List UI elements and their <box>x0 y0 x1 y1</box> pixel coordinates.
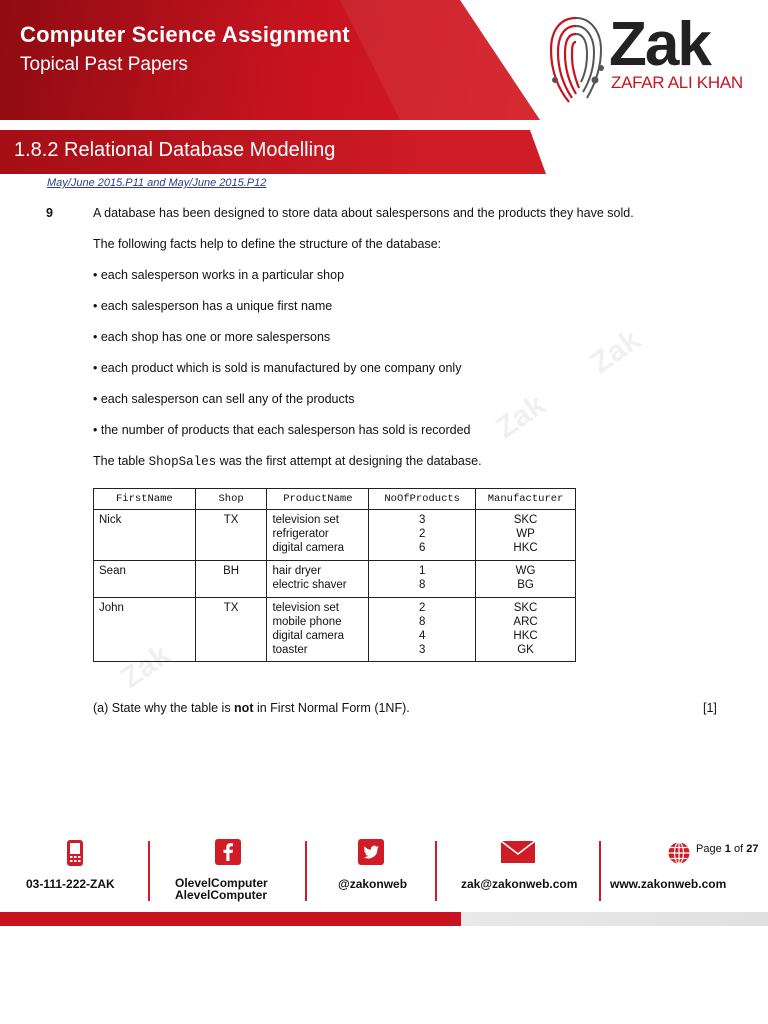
facebook-pages[interactable] <box>175 877 268 901</box>
product-count: 2 <box>418 602 426 614</box>
facebook-page-1: OlevelComputer <box>175 876 268 890</box>
product-count: 4 <box>418 630 426 642</box>
manufacturer: HKC <box>513 630 538 642</box>
facebook-icon <box>215 839 241 865</box>
section-title: 1.8.2 Relational Database Modelling <box>14 139 336 161</box>
logo-text: Zak <box>609 10 710 79</box>
cell-products <box>267 598 369 662</box>
question-intro: A database has been designed to store data about salespersons and the products they have sold. <box>93 206 634 220</box>
phone-number[interactable]: 03-111-222-ZAK <box>26 877 115 891</box>
product-count: 6 <box>418 542 426 554</box>
cell-shop: TX <box>195 598 267 662</box>
manufacturer: SKC <box>513 514 538 526</box>
product-name: mobile phone <box>272 616 342 628</box>
footer-phone[interactable] <box>0 825 150 910</box>
manufacturer: WP <box>516 528 535 540</box>
table-row <box>94 598 576 662</box>
footer-bottom-bar <box>0 912 768 926</box>
product-name: electric shaver <box>272 579 347 591</box>
mail-icon <box>500 839 536 865</box>
product-count: 8 <box>418 616 426 628</box>
column-header: Manufacturer <box>476 489 576 510</box>
page-header <box>0 0 768 120</box>
product-name: television set <box>272 514 339 526</box>
question-part-a <box>93 701 410 715</box>
cell-shop: BH <box>195 561 267 598</box>
manufacturer: WG <box>515 565 536 577</box>
table-header-row <box>94 489 576 510</box>
cell-firstname: Sean <box>94 561 196 598</box>
fact-item: • each salesperson can sell any of the products <box>93 392 355 406</box>
product-count: 2 <box>418 528 426 540</box>
column-header: NoOfProducts <box>369 489 476 510</box>
product-name: refrigerator <box>272 528 329 540</box>
page-label: Page <box>696 843 722 855</box>
table-intro-post: was the first attempt at designing the database. <box>216 454 482 468</box>
cell-products <box>267 510 369 561</box>
cell-counts <box>369 561 476 598</box>
cell-manufacturers <box>476 510 576 561</box>
table-row <box>94 510 576 561</box>
column-header: ProductName <box>267 489 369 510</box>
facebook-page-2: AlevelComputer <box>175 888 268 902</box>
column-header: Shop <box>195 489 267 510</box>
page-current: 1 <box>724 843 731 855</box>
paper-source-link[interactable]: May/June 2015.P11 and May/June 2015.P12 <box>47 177 267 189</box>
footer-twitter[interactable] <box>307 825 435 910</box>
cell-manufacturers <box>476 561 576 598</box>
product-count: 3 <box>418 644 426 656</box>
zak-logo <box>545 10 760 110</box>
part-a-marks: [1] <box>703 701 717 715</box>
product-name: toaster <box>272 644 308 656</box>
part-a-pre: (a) State why the table is <box>93 701 235 715</box>
cell-products <box>267 561 369 598</box>
part-a-bold: not <box>234 701 254 715</box>
manufacturer: BG <box>517 579 534 591</box>
manufacturer: ARC <box>513 616 538 628</box>
table-row <box>94 561 576 598</box>
fact-item: • each shop has one or more salespersons <box>93 330 331 344</box>
manufacturer: SKC <box>513 602 538 614</box>
fact-item: • each salesperson has a unique first name <box>93 299 333 313</box>
manufacturer: GK <box>517 644 534 656</box>
fact-item: • each product which is sold is manufactured by one company only <box>93 361 462 375</box>
footer-divider <box>599 841 601 901</box>
email-address[interactable]: zak@zakonweb.com <box>461 877 578 891</box>
header-title: Computer Science Assignment <box>20 22 350 47</box>
watermark: Zak <box>114 638 177 695</box>
product-name: digital camera <box>272 542 345 554</box>
page-indicator <box>696 843 758 855</box>
product-name: digital camera <box>272 630 345 642</box>
header-subtitle: Topical Past Papers <box>20 54 188 75</box>
product-count: 1 <box>418 565 426 577</box>
table-intro-pre: The table <box>93 454 149 468</box>
product-name: television set <box>272 602 339 614</box>
manufacturer: HKC <box>513 542 538 554</box>
cell-firstname: Nick <box>94 510 196 561</box>
website-link[interactable]: www.zakonweb.com <box>610 877 727 891</box>
cell-counts <box>369 510 476 561</box>
cell-counts <box>369 598 476 662</box>
footer-email[interactable] <box>437 825 599 910</box>
page-footer <box>0 825 768 925</box>
fingerprint-icon <box>545 10 607 110</box>
watermark: Zak <box>584 323 647 380</box>
twitter-icon <box>358 839 384 865</box>
logo-name: ZAFAR ALI KHAN <box>611 73 743 92</box>
product-count: 3 <box>418 514 426 526</box>
facts-intro: The following facts help to define the structure of the database: <box>93 237 442 251</box>
column-header: FirstName <box>94 489 196 510</box>
cell-firstname: John <box>94 598 196 662</box>
table-intro <box>93 454 482 469</box>
product-count: 8 <box>418 579 426 591</box>
globe-icon <box>667 841 691 865</box>
cell-manufacturers <box>476 598 576 662</box>
cell-shop: TX <box>195 510 267 561</box>
watermark: Zak <box>489 388 552 445</box>
page-of: of <box>733 843 744 855</box>
product-name: hair dryer <box>272 565 322 577</box>
shopsales-table <box>93 488 576 662</box>
page-total: 27 <box>746 843 759 855</box>
fact-item: • each salesperson works in a particular shop <box>93 268 345 282</box>
twitter-handle[interactable]: @zakonweb <box>338 877 408 891</box>
part-a-post: in First Normal Form (1NF). <box>253 701 410 715</box>
table-name: ShopSales <box>148 455 217 469</box>
fact-item: • the number of products that each salesperson has sold is recorded <box>93 423 471 437</box>
phone-icon <box>65 839 85 867</box>
question-number: 9 <box>46 206 53 220</box>
